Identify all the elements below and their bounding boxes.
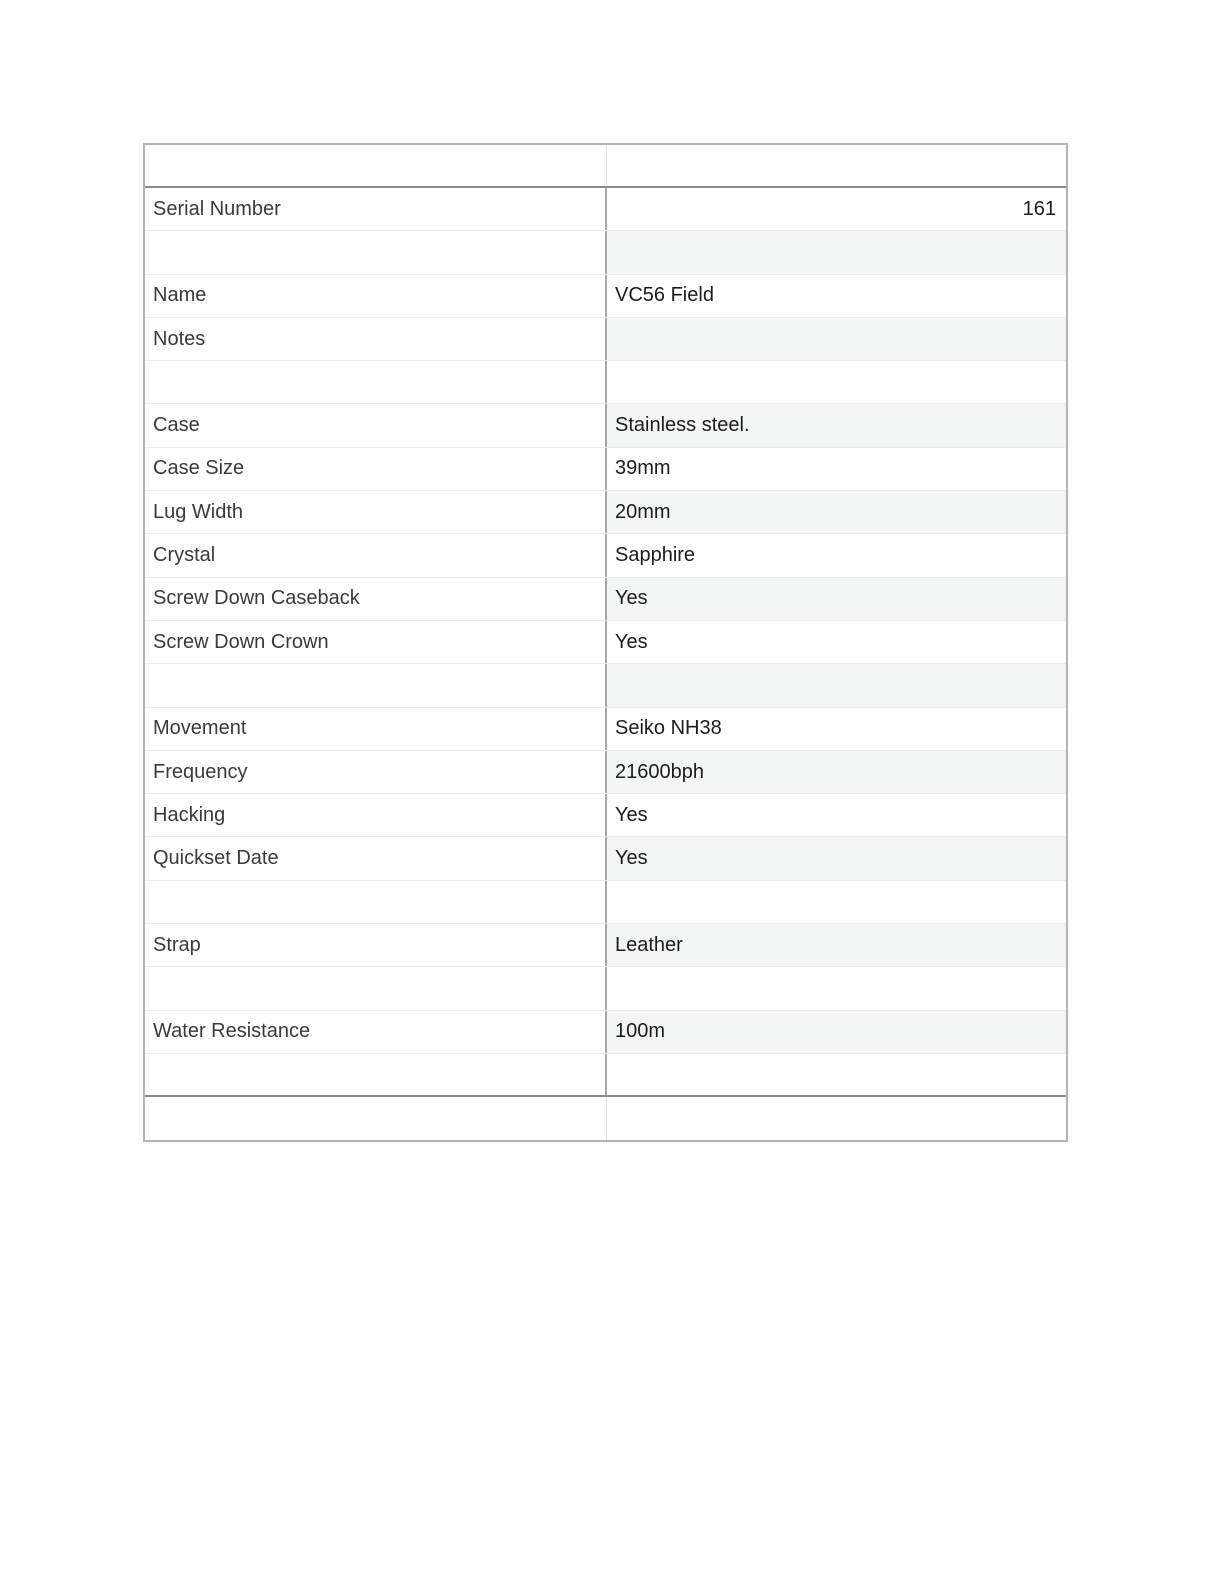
row-label: Hacking: [145, 794, 607, 836]
footer-cell: [607, 1097, 1066, 1140]
table-footer-row: [145, 1097, 1066, 1140]
row-value: Yes: [607, 578, 1066, 620]
row-label: [145, 361, 607, 403]
table-row: [145, 621, 1066, 664]
table-row: [145, 491, 1066, 534]
row-value: Seiko NH38: [615, 717, 722, 740]
row-label: Case: [145, 404, 607, 446]
table-header-row: [145, 145, 1066, 188]
row-label: Crystal: [145, 534, 607, 576]
table-row: [145, 708, 1066, 751]
row-label: [145, 231, 607, 273]
table-row: [145, 534, 1066, 577]
row-value: [607, 881, 1066, 923]
row-value: 161: [1022, 197, 1056, 220]
table-row: [145, 967, 1066, 1010]
row-label: Screw Down Caseback: [145, 578, 607, 620]
row-label: [145, 1054, 607, 1095]
table-row: [145, 664, 1066, 707]
table-row: [145, 794, 1066, 837]
header-cell: [607, 145, 1066, 186]
row-value: 21600bph: [607, 751, 1066, 793]
footer-cell: [145, 1097, 607, 1140]
row-value: VC56 Field: [615, 284, 714, 307]
row-value: [607, 231, 1066, 273]
row-value: Sapphire: [615, 544, 696, 567]
table-row: [145, 275, 1066, 318]
row-value: [607, 361, 1066, 403]
row-value: [607, 967, 1066, 1009]
row-label: Lug Width: [145, 491, 607, 533]
table-row: [145, 361, 1066, 404]
row-value: Leather: [607, 924, 1066, 966]
table-row: [145, 578, 1066, 621]
table-row: [145, 837, 1066, 880]
row-value: 100m: [607, 1011, 1066, 1053]
table-row: [145, 1054, 1066, 1097]
row-label: [145, 664, 607, 706]
row-value: [607, 664, 1066, 706]
row-label: Quickset Date: [145, 837, 607, 879]
row-label: Name: [145, 275, 607, 317]
row-label: Screw Down Crown: [145, 621, 607, 663]
table-row: [145, 231, 1066, 274]
table-row: [145, 924, 1066, 967]
row-label: Strap: [145, 924, 607, 966]
table-row: [145, 404, 1066, 447]
table-row: [145, 448, 1066, 491]
row-label: Frequency: [145, 751, 607, 793]
table-row: [145, 318, 1066, 361]
row-value: [607, 1054, 1066, 1095]
table-row: [145, 751, 1066, 794]
row-label: [145, 967, 607, 1009]
table-row: [145, 1011, 1066, 1054]
row-value: Yes: [615, 630, 648, 653]
row-value: Yes: [615, 803, 648, 826]
row-value: Yes: [607, 837, 1066, 879]
table-row: [145, 881, 1066, 924]
row-label: Notes: [145, 318, 607, 360]
spec-table: [143, 143, 1068, 1142]
row-label: [145, 881, 607, 923]
row-value: 20mm: [607, 491, 1066, 533]
row-value: [607, 318, 1066, 360]
header-cell: [145, 145, 607, 186]
row-label: Movement: [145, 708, 607, 750]
row-label: Serial Number: [145, 188, 607, 230]
row-label: Case Size: [145, 448, 607, 490]
table-row: [145, 188, 1066, 231]
row-label: Water Resistance: [145, 1011, 607, 1053]
row-value: 39mm: [615, 457, 671, 480]
row-value: Stainless steel.: [607, 404, 1066, 446]
